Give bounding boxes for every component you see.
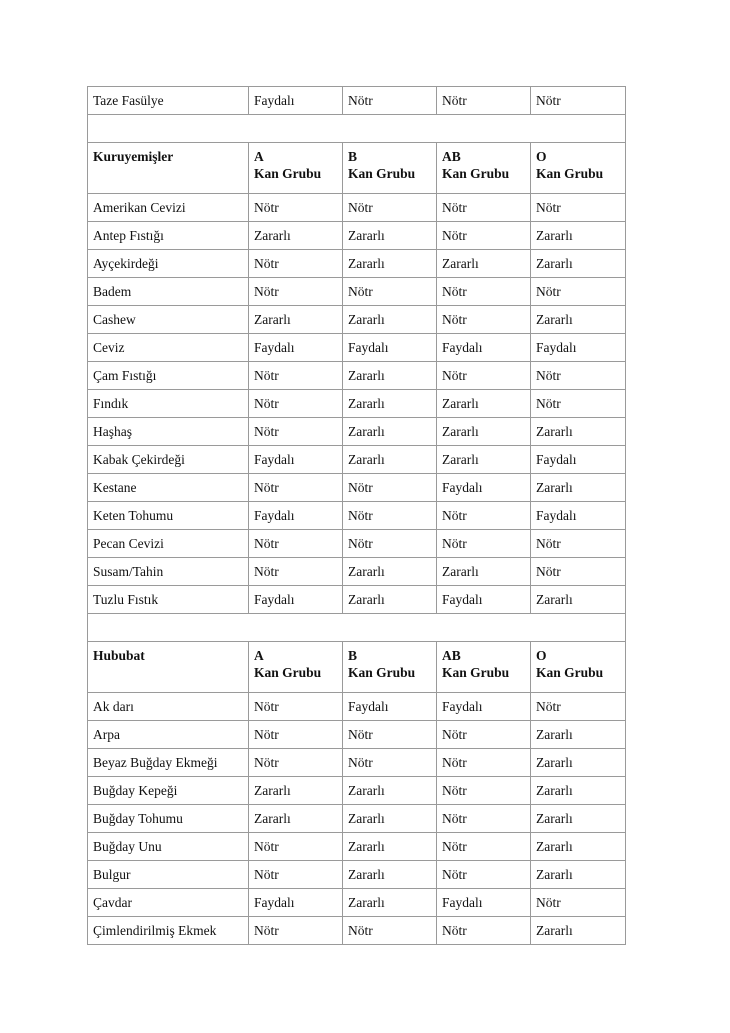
section-header-row <box>88 642 626 693</box>
table-row <box>88 250 626 278</box>
effect-cell: Nötr <box>343 917 437 945</box>
table-row <box>88 917 626 945</box>
effect-cell: Faydalı <box>531 334 626 362</box>
effect-cell: Nötr <box>531 693 626 721</box>
effect-cell: Zararlı <box>343 889 437 917</box>
effect-cell: Zararlı <box>343 833 437 861</box>
effect-cell: Nötr <box>249 418 343 446</box>
effect-cell: Nötr <box>437 749 531 777</box>
effect-cell: Nötr <box>437 833 531 861</box>
blood-group-letter: A <box>254 648 264 663</box>
effect-cell: Zararlı <box>343 558 437 586</box>
effect-cell: Zararlı <box>531 833 626 861</box>
table-row <box>88 446 626 474</box>
effect-cell: Nötr <box>249 861 343 889</box>
effect-cell: Faydalı <box>343 693 437 721</box>
effect-cell: Zararlı <box>437 390 531 418</box>
effect-cell: Nötr <box>531 87 626 115</box>
effect-cell: Nötr <box>249 250 343 278</box>
blood-group-label: Kan Grubu <box>348 166 416 181</box>
effect-cell: Nötr <box>249 474 343 502</box>
food-name-cell: Taze Fasülye <box>88 87 249 115</box>
effect-cell: Nötr <box>249 558 343 586</box>
food-name-cell: Antep Fıstığı <box>88 222 249 250</box>
effect-cell: Zararlı <box>343 250 437 278</box>
effect-cell: Zararlı <box>343 306 437 334</box>
food-name-cell: Beyaz Buğday Ekmeği <box>88 749 249 777</box>
food-name-cell: Cashew <box>88 306 249 334</box>
blood-group-header <box>531 642 626 693</box>
effect-cell: Nötr <box>343 278 437 306</box>
effect-cell: Zararlı <box>343 418 437 446</box>
effect-cell: Faydalı <box>437 474 531 502</box>
effect-cell: Faydalı <box>249 334 343 362</box>
effect-cell: Zararlı <box>343 777 437 805</box>
table-row <box>88 222 626 250</box>
effect-cell: Faydalı <box>249 889 343 917</box>
effect-cell: Nötr <box>437 222 531 250</box>
effect-cell: Nötr <box>437 502 531 530</box>
table-row <box>88 889 626 917</box>
blood-group-header <box>343 143 437 194</box>
effect-cell: Zararlı <box>249 777 343 805</box>
table-row <box>88 530 626 558</box>
effect-cell: Nötr <box>437 530 531 558</box>
table-row <box>88 693 626 721</box>
effect-cell: Zararlı <box>343 446 437 474</box>
effect-cell: Zararlı <box>531 250 626 278</box>
table-row <box>88 278 626 306</box>
effect-cell: Zararlı <box>531 222 626 250</box>
table-row <box>88 502 626 530</box>
blood-group-label: Kan Grubu <box>254 166 322 181</box>
effect-cell: Nötr <box>437 721 531 749</box>
effect-cell: Faydalı <box>531 502 626 530</box>
food-name-cell: Çam Fıstığı <box>88 362 249 390</box>
effect-cell: Zararlı <box>531 749 626 777</box>
blood-group-letter: B <box>348 149 358 164</box>
effect-cell: Nötr <box>531 558 626 586</box>
blood-group-header <box>343 642 437 693</box>
blood-group-letter: AB <box>442 648 461 663</box>
effect-cell: Nötr <box>437 87 531 115</box>
food-name-cell: Haşhaş <box>88 418 249 446</box>
effect-cell: Nötr <box>249 721 343 749</box>
table-row <box>88 586 626 614</box>
blood-group-letter: AB <box>442 149 461 164</box>
effect-cell: Zararlı <box>249 805 343 833</box>
effect-cell: Faydalı <box>249 586 343 614</box>
effect-cell: Nötr <box>249 833 343 861</box>
effect-cell: Zararlı <box>343 861 437 889</box>
effect-cell: Faydalı <box>437 693 531 721</box>
effect-cell: Faydalı <box>249 87 343 115</box>
effect-cell: Zararlı <box>437 446 531 474</box>
effect-cell: Nötr <box>437 777 531 805</box>
food-name-cell: Buğday Kepeği <box>88 777 249 805</box>
table-row <box>88 194 626 222</box>
effect-cell: Nötr <box>437 306 531 334</box>
table-row <box>88 87 626 115</box>
effect-cell: Zararlı <box>249 222 343 250</box>
food-name-cell: Kestane <box>88 474 249 502</box>
blood-group-label: Kan Grubu <box>254 665 322 680</box>
effect-cell: Nötr <box>437 861 531 889</box>
effect-cell: Faydalı <box>249 502 343 530</box>
food-name-cell: Ayçekirdeği <box>88 250 249 278</box>
blood-group-letter: O <box>536 648 547 663</box>
spacer-cell <box>88 614 626 642</box>
effect-cell: Faydalı <box>437 586 531 614</box>
effect-cell: Nötr <box>249 362 343 390</box>
effect-cell: Nötr <box>437 194 531 222</box>
table-row <box>88 306 626 334</box>
effect-cell: Nötr <box>343 194 437 222</box>
effect-cell: Faydalı <box>249 446 343 474</box>
effect-cell: Zararlı <box>437 418 531 446</box>
blood-group-label: Kan Grubu <box>442 665 510 680</box>
food-name-cell: Fındık <box>88 390 249 418</box>
spacer-row <box>88 115 626 143</box>
food-name-cell: Amerikan Cevizi <box>88 194 249 222</box>
effect-cell: Zararlı <box>343 222 437 250</box>
effect-cell: Nötr <box>249 749 343 777</box>
effect-cell: Zararlı <box>343 362 437 390</box>
effect-cell: Faydalı <box>531 446 626 474</box>
effect-cell: Nötr <box>343 502 437 530</box>
food-name-cell: Ceviz <box>88 334 249 362</box>
effect-cell: Zararlı <box>531 861 626 889</box>
effect-cell: Faydalı <box>343 334 437 362</box>
food-name-cell: Tuzlu Fıstık <box>88 586 249 614</box>
effect-cell: Nötr <box>437 805 531 833</box>
blood-group-label: Kan Grubu <box>348 665 416 680</box>
effect-cell: Zararlı <box>531 721 626 749</box>
effect-cell: Faydalı <box>437 334 531 362</box>
food-name-cell: Arpa <box>88 721 249 749</box>
food-name-cell: Çimlendirilmiş Ekmek <box>88 917 249 945</box>
table-row <box>88 833 626 861</box>
blood-group-header <box>249 143 343 194</box>
food-name-cell: Kabak Çekirdeği <box>88 446 249 474</box>
food-name-cell: Badem <box>88 278 249 306</box>
effect-cell: Nötr <box>531 194 626 222</box>
effect-cell: Nötr <box>531 362 626 390</box>
section-title: Kuruyemişler <box>88 143 249 194</box>
table-row <box>88 749 626 777</box>
table-body <box>88 87 626 945</box>
effect-cell: Zararlı <box>437 250 531 278</box>
effect-cell: Nötr <box>437 917 531 945</box>
effect-cell: Zararlı <box>343 805 437 833</box>
effect-cell: Nötr <box>249 278 343 306</box>
effect-cell: Nötr <box>249 917 343 945</box>
table-row <box>88 390 626 418</box>
effect-cell: Zararlı <box>531 474 626 502</box>
effect-cell: Nötr <box>531 390 626 418</box>
effect-cell: Nötr <box>531 278 626 306</box>
blood-type-food-table <box>87 86 626 945</box>
blood-group-header <box>531 143 626 194</box>
table-row <box>88 805 626 833</box>
effect-cell: Nötr <box>249 693 343 721</box>
table-row <box>88 558 626 586</box>
effect-cell: Zararlı <box>343 586 437 614</box>
effect-cell: Zararlı <box>531 586 626 614</box>
effect-cell: Nötr <box>249 194 343 222</box>
blood-group-label: Kan Grubu <box>442 166 510 181</box>
effect-cell: Zararlı <box>531 805 626 833</box>
effect-cell: Nötr <box>249 390 343 418</box>
blood-group-letter: B <box>348 648 358 663</box>
effect-cell: Nötr <box>343 474 437 502</box>
effect-cell: Zararlı <box>531 418 626 446</box>
effect-cell: Nötr <box>531 889 626 917</box>
table-row <box>88 721 626 749</box>
food-name-cell: Pecan Cevizi <box>88 530 249 558</box>
effect-cell: Zararlı <box>531 306 626 334</box>
effect-cell: Nötr <box>343 87 437 115</box>
food-name-cell: Keten Tohumu <box>88 502 249 530</box>
table-row <box>88 362 626 390</box>
table-row <box>88 418 626 446</box>
food-name-cell: Susam/Tahin <box>88 558 249 586</box>
effect-cell: Zararlı <box>531 777 626 805</box>
section-title: Hububat <box>88 642 249 693</box>
blood-group-letter: A <box>254 149 264 164</box>
effect-cell: Nötr <box>437 362 531 390</box>
effect-cell: Nötr <box>343 721 437 749</box>
food-name-cell: Bulgur <box>88 861 249 889</box>
effect-cell: Nötr <box>531 530 626 558</box>
food-name-cell: Buğday Tohumu <box>88 805 249 833</box>
food-name-cell: Ak darı <box>88 693 249 721</box>
effect-cell: Zararlı <box>249 306 343 334</box>
effect-cell: Nötr <box>249 530 343 558</box>
food-name-cell: Buğday Unu <box>88 833 249 861</box>
blood-group-label: Kan Grubu <box>536 166 604 181</box>
blood-group-letter: O <box>536 149 547 164</box>
effect-cell: Faydalı <box>437 889 531 917</box>
spacer-row <box>88 614 626 642</box>
food-name-cell: Çavdar <box>88 889 249 917</box>
table-row <box>88 334 626 362</box>
effect-cell: Zararlı <box>343 390 437 418</box>
section-header-row <box>88 143 626 194</box>
effect-cell: Nötr <box>437 278 531 306</box>
spacer-cell <box>88 115 626 143</box>
effect-cell: Nötr <box>343 530 437 558</box>
blood-group-label: Kan Grubu <box>536 665 604 680</box>
table-row <box>88 777 626 805</box>
effect-cell: Nötr <box>343 749 437 777</box>
table-row <box>88 861 626 889</box>
effect-cell: Zararlı <box>437 558 531 586</box>
effect-cell: Zararlı <box>531 917 626 945</box>
table-row <box>88 474 626 502</box>
blood-group-header <box>249 642 343 693</box>
blood-group-header <box>437 143 531 194</box>
blood-group-header <box>437 642 531 693</box>
